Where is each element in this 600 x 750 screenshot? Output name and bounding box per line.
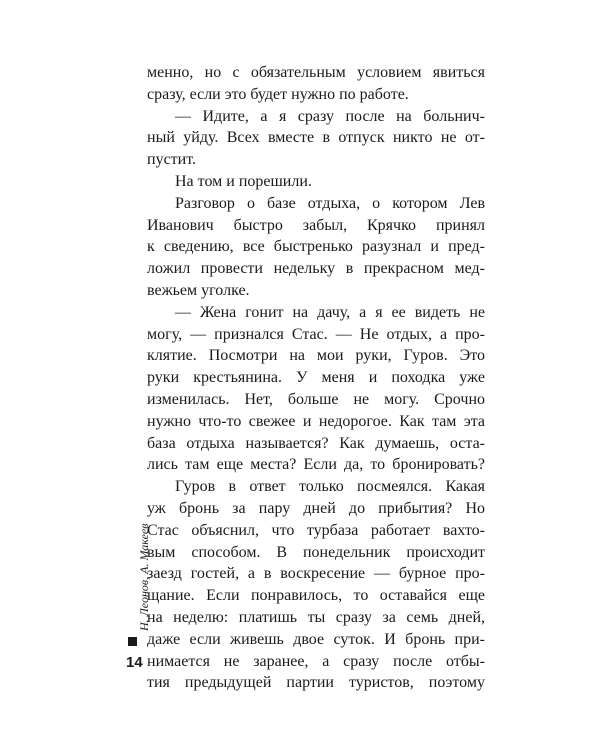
text-line: вежьем уголке. [147,281,250,299]
text-line: заезд гостей, а в воскресение — бурное про- [147,565,485,583]
text-line: даже если живешь двое суток. И бронь при- [147,630,485,648]
page-marker-square [128,637,137,646]
text-line: нужно что-то свежее и недорогое. Как там эта [147,412,485,430]
text-line: Стас объяснил, что турбаза работает вахто- [147,521,485,539]
text-line: вым способом. В понедельник происходит [147,543,485,561]
text-line: руки крестьянина. У меня и походка уже [147,369,485,387]
text-line: — Жена гонит на дачу, а я ее видеть не [175,303,485,321]
text-line: пустит. [147,151,197,169]
text-line: менно, но с обязательным условием явиться [147,64,485,81]
text-line: на неделю: платишь ты сразу за семь дней, [147,608,485,626]
text-line: лись там еще места? Если да, то бронировать? [147,456,485,474]
text-line: сразу, если это будет нужно по работе. [147,85,409,103]
page-number: 14 [126,654,143,671]
text-line: Разговор о базе отдыха, о котором Лев [175,194,485,212]
text-line: клятие. Посмотри на мои руки, Гуров. Это [147,347,485,365]
text-line: Гуров в ответ только посмеялся. Какая [175,478,485,496]
text-line: ный уйду. Всех вместе в отпуск никто не от- [147,129,485,147]
text-line: уж бронь за пару дней до прибытия? Но [147,499,485,517]
text-line: ложил провести недельку в прекрасном мед- [147,260,485,278]
author-running-head: Н. Леонов, А. Макеев [137,523,151,631]
text-line: изменилась. Нет, больше не могу. Срочно [147,390,485,408]
text-line: На том и порешили. [175,172,312,190]
text-line: Иванович быстро забыл, Крячко принял [147,216,485,234]
text-line: тия предыдущей партии туристов, поэтому [147,674,485,692]
text-line: нимается не заранее, а сразу после отбы- [147,652,485,670]
text-line: к сведению, все быстренько разузнал и пред- [147,238,485,256]
text-line: щание. Если понравилось, то оставайся еще [147,587,485,605]
text-line: могу, — признался Стас. — Не отдых, а про- [147,325,485,343]
text-line: — Идите, а я сразу после на больнич- [175,107,485,125]
text-line: база отдыха называется? Как думаешь, оста- [147,434,485,452]
body-text [147,62,485,694]
